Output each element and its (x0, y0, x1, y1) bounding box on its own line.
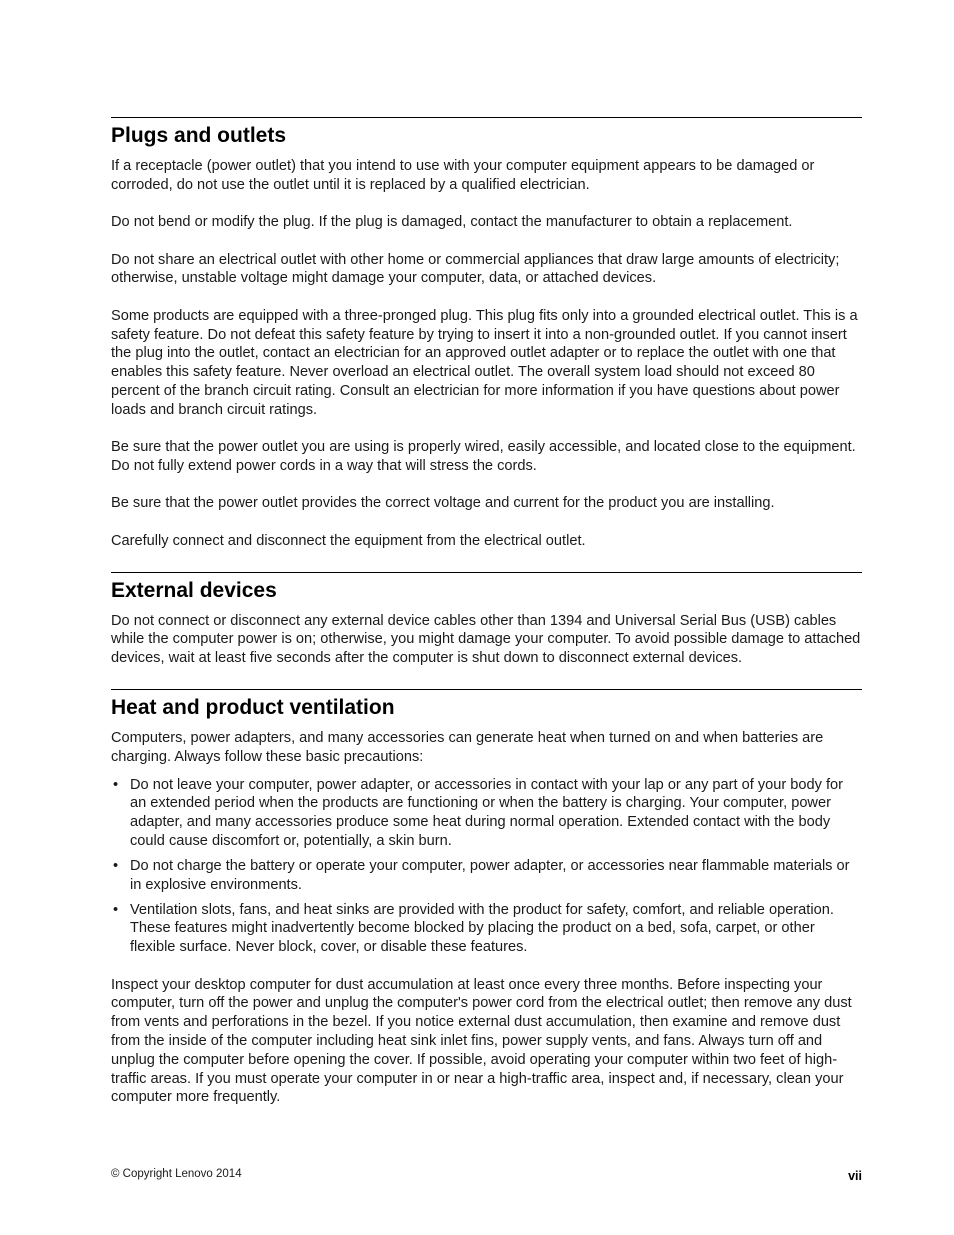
section-external-devices (111, 572, 862, 668)
bullet-icon: • (113, 776, 119, 793)
list-item-text: Do not leave your computer, power adapter, or accessories in contact with your lap or any part of your body for an extended period when the products are functioning or when the battery is charging. Your computer, power adapter, and many accessories produce some heat during normal operation. Extended contact with the body could cause discomfort or, potentially, a skin burn. (130, 776, 844, 849)
section-heading: External devices (111, 578, 277, 602)
list-item (111, 901, 862, 957)
paragraph: Do not connect or disconnect any external device cables other than 1394 and Universal Serial Bus (USB) cables while the computer power is on; otherwise, you might damage your computer. To avoid possible damage to attached devices, wait at least five seconds after the computer is shut down to disconnect external devices. (111, 612, 861, 667)
copyright-notice: © Copyright Lenovo 2014 (111, 1168, 242, 1180)
paragraph: Do not bend or modify the plug. If the plug is damaged, contact the manufacturer to obtain a replacement. (111, 214, 793, 231)
paragraph: If a receptacle (power outlet) that you intend to use with your computer equipment appears to be damaged or corroded, do not use the outlet until it is replaced by a qualified electrician. (111, 158, 815, 193)
paragraph-closing: Inspect your desktop computer for dust accumulation at least once every three months. Before inspecting your computer, turn off the power and unplug the computer's power cord from the electrical outlet; then remove any dust from vents and perforations in the bezel. If you notice external dust accumulation, then examine and remove dust from the inside of the computer including heat sink inlet fins, power supply vents, and fans. Always turn off and unplug the computer before opening the cover. If possible, avoid operating your computer within two feet of high-traffic areas. If you must operate your computer in or near a high-traffic area, inspect and, if necessary, clean your computer more frequently. (111, 976, 852, 1106)
paragraph: Be sure that the power outlet provides the correct voltage and current for the product you are installing. (111, 495, 775, 512)
bullet-icon: • (113, 901, 119, 918)
paragraph-intro: Computers, power adapters, and many accessories can generate heat when turned on and when batteries are charging. Always follow these basic precautions: (111, 729, 824, 765)
list-item (111, 776, 862, 851)
section-heading: Heat and product ventilation (111, 695, 395, 719)
paragraph: Some products are equipped with a three-pronged plug. This plug fits only into a grounded electrical outlet. This is a safety feature. Do not defeat this safety feature by trying to insert it into a non-grounded outlet. If you cannot insert the plug into the outlet, contact an electrician for an approved outlet adapter or to replace the outlet with one that enables this safety feature. Never overload an electrical outlet. The overall system load should not exceed 80 percent of the branch circuit rating. Consult an electrician for more information if you have questions about power loads and branch circuit ratings. (111, 307, 858, 418)
page-footer (111, 1166, 862, 1186)
paragraph: Do not share an electrical outlet with other home or commercial appliances that draw large amounts of electricity; otherwise, unstable voltage might damage your computer, data, or attached devices. (111, 251, 840, 287)
list-item (111, 857, 862, 895)
list-item-text: Ventilation slots, fans, and heat sinks are provided with the product for safety, comfort, and reliable operation. These features might inadvertently become blocked by placing the product on a bed, sofa, carpet, or other flexible surface. Never block, cover, or disable these features. (130, 901, 834, 956)
section-plugs-and-outlets (111, 117, 862, 551)
paragraph: Carefully connect and disconnect the equipment from the electrical outlet. (111, 532, 586, 549)
bullet-icon: • (113, 857, 119, 874)
section-heat-and-ventilation (111, 689, 862, 1107)
list-item-text: Do not charge the battery or operate your computer, power adapter, or accessories near flammable materials or in explosive environments. (130, 857, 850, 893)
paragraph: Be sure that the power outlet you are using is properly wired, easily accessible, and located close to the equipment. Do not fully extend power cords in a way that will stress the cords. (111, 439, 856, 474)
page-number: vii (848, 1169, 862, 1183)
section-heading: Plugs and outlets (111, 124, 287, 147)
precautions-list (111, 776, 862, 958)
document-body (111, 117, 862, 1107)
